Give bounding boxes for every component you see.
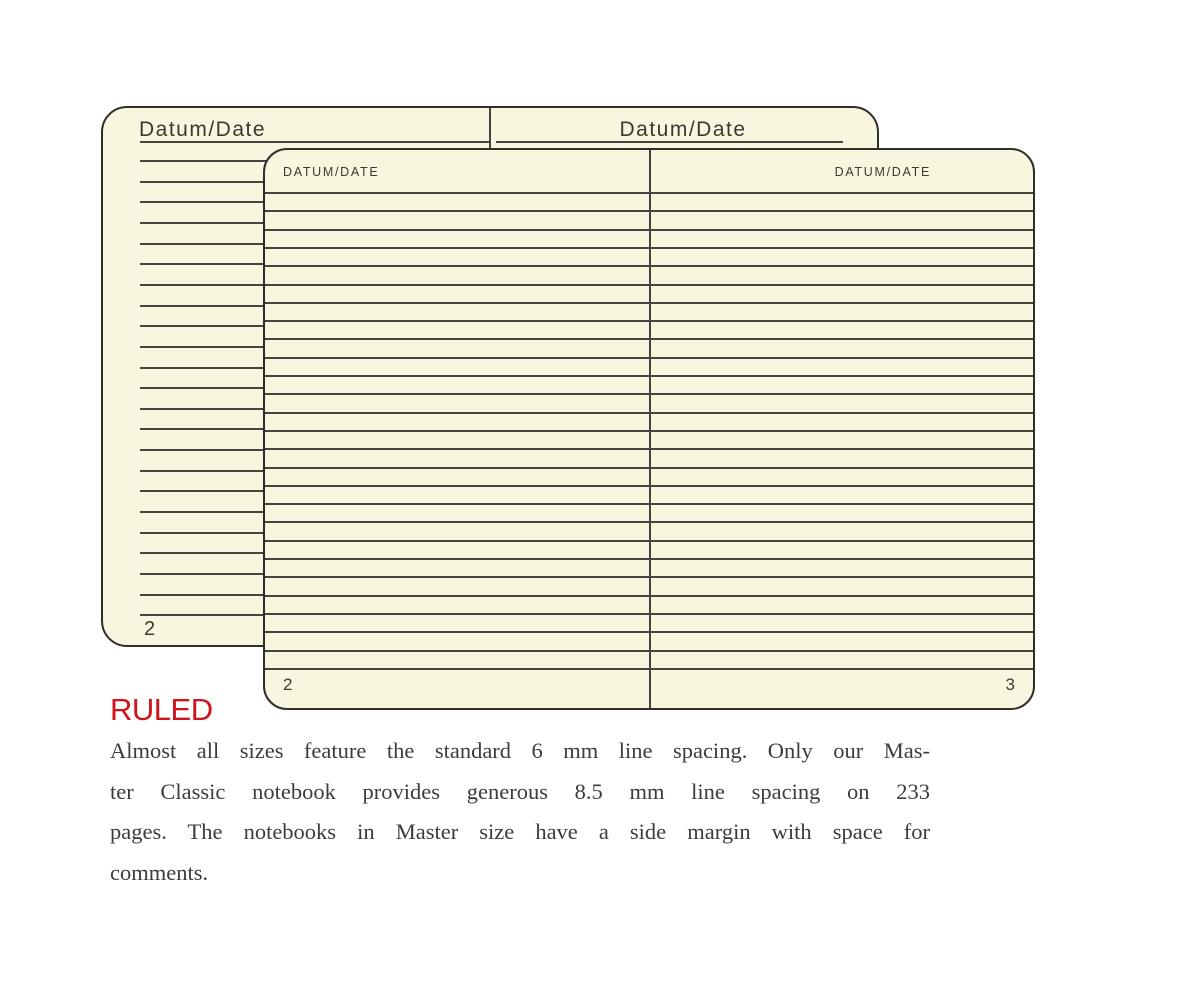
ruled-line bbox=[265, 668, 1033, 670]
ruled-line bbox=[265, 247, 1033, 249]
ruled-line bbox=[265, 265, 1033, 267]
ruled-line bbox=[265, 631, 1033, 633]
ruled-line bbox=[265, 284, 1033, 286]
ruled-line bbox=[265, 338, 1033, 340]
back-right-page-header: Datum/Date bbox=[619, 118, 747, 141]
back-left-page-header: Datum/Date bbox=[139, 118, 267, 141]
ruled-line bbox=[265, 412, 1033, 414]
ruled-line bbox=[265, 521, 1033, 523]
front-left-page-header: DATUM/DATE bbox=[283, 165, 380, 179]
ruled-line bbox=[265, 357, 1033, 359]
front-ruled-lines bbox=[265, 150, 1033, 708]
paragraph-line: comments. bbox=[110, 859, 209, 885]
back-page-number: 2 bbox=[144, 618, 156, 640]
ruled-line bbox=[265, 375, 1033, 377]
paragraph-line: Almost all sizes feature the standard 6 mm line spacing. Only our Mas- bbox=[110, 738, 930, 763]
ruled-line bbox=[265, 613, 1033, 615]
front-left-page-number: 2 bbox=[283, 675, 293, 694]
section-title: RULED bbox=[110, 692, 213, 727]
description-paragraph bbox=[110, 731, 930, 893]
ruled-line bbox=[265, 540, 1033, 542]
ruled-line bbox=[265, 448, 1033, 450]
ruled-line bbox=[265, 467, 1033, 469]
ruled-line bbox=[265, 302, 1033, 304]
front-right-page-number: 3 bbox=[1005, 675, 1015, 694]
back-right-header-underline bbox=[496, 141, 843, 143]
ruled-line bbox=[265, 485, 1033, 487]
ruled-line bbox=[265, 503, 1033, 505]
paragraph-line: pages. The notebooks in Master size have a side margin with space for bbox=[110, 819, 930, 844]
ruled-line bbox=[265, 650, 1033, 652]
ruled-line bbox=[265, 192, 1033, 194]
ruled-line bbox=[265, 576, 1033, 578]
ruled-line bbox=[265, 595, 1033, 597]
ruled-line bbox=[265, 320, 1033, 322]
paragraph-line: ter Classic notebook provides generous 8.5 mm line spacing on 233 bbox=[110, 778, 930, 804]
ruled-line bbox=[265, 210, 1033, 212]
ruled-line bbox=[265, 393, 1033, 395]
front-right-page-header: DATUM/DATE bbox=[834, 165, 931, 179]
ruled-line bbox=[265, 430, 1033, 432]
ruled-line bbox=[265, 558, 1033, 560]
front-notebook-spread bbox=[263, 148, 1035, 710]
ruled-line bbox=[265, 229, 1033, 231]
